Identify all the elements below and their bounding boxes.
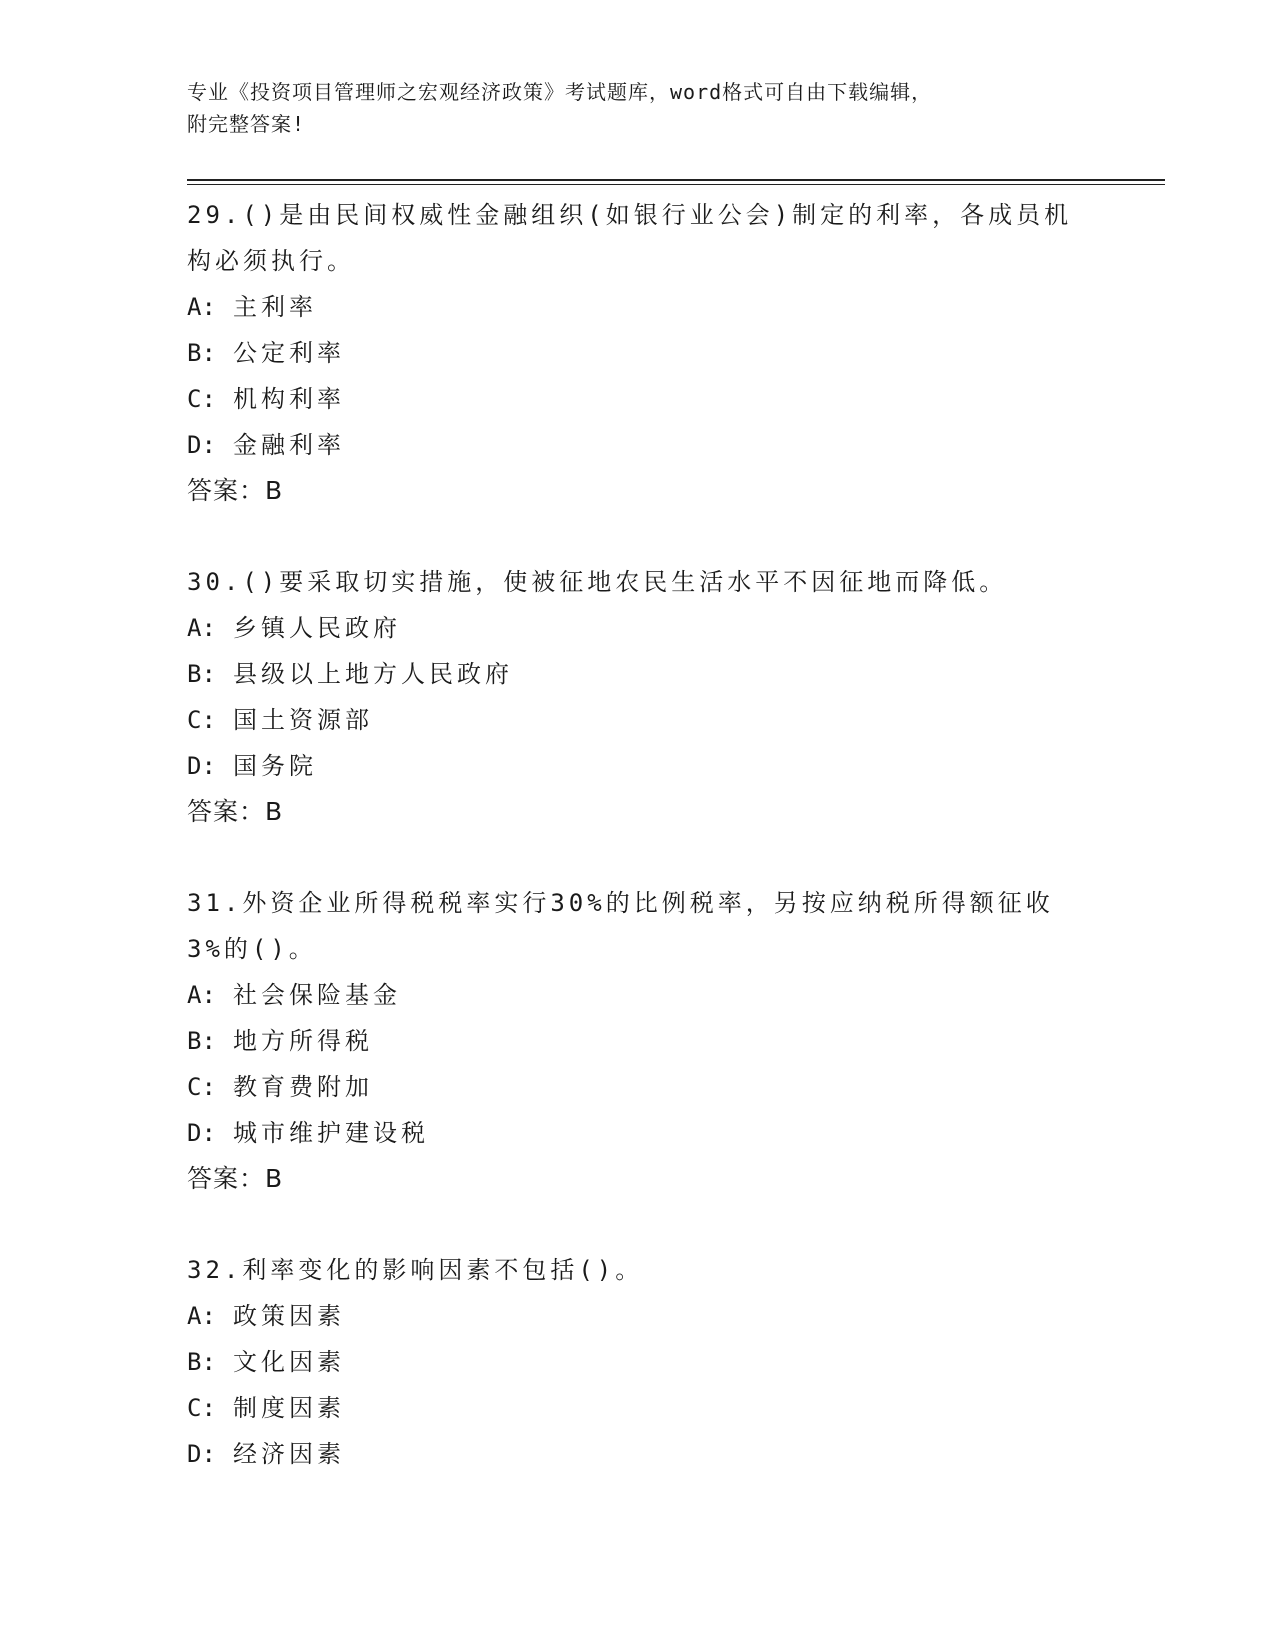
option-label: A: xyxy=(187,981,216,1009)
question-stem: 30.()要采取切实措施，使被征地农民生活水平不因征地而降低。 xyxy=(187,568,1008,596)
option-text: 制度因素 xyxy=(233,1394,345,1422)
option-text: 金融利率 xyxy=(233,431,345,459)
option-label: B: xyxy=(187,1027,216,1055)
option-text: 国务院 xyxy=(233,752,317,780)
option-text: 政策因素 xyxy=(233,1302,345,1330)
option-label: D: xyxy=(187,1440,216,1468)
question-list xyxy=(187,192,1087,1477)
question-stem-continued: 3%的()。 xyxy=(187,935,317,963)
option-c xyxy=(187,376,1087,422)
option-label: C: xyxy=(187,385,216,413)
option-label: C: xyxy=(187,1394,216,1422)
answer-line: 答案：B xyxy=(187,476,284,505)
option-a xyxy=(187,605,1087,651)
question-31 xyxy=(187,880,1087,1202)
option-text: 县级以上地方人民政府 xyxy=(233,660,513,688)
document-header xyxy=(187,76,1087,140)
option-label: A: xyxy=(187,614,216,642)
option-label: D: xyxy=(187,431,216,459)
option-text: 国土资源部 xyxy=(233,706,373,734)
option-a xyxy=(187,284,1087,330)
option-a xyxy=(187,1293,1087,1339)
option-c xyxy=(187,697,1087,743)
option-d xyxy=(187,1110,1087,1156)
header-line-1: 专业《投资项目管理师之宏观经济政策》考试题库，word格式可自由下载编辑， xyxy=(187,80,933,104)
option-text: 城市维护建设税 xyxy=(233,1119,429,1147)
question-stem: 29.()是由民间权威性金融组织(如银行业公会)制定的利率，各成员机 xyxy=(187,201,1073,229)
header-divider-thin xyxy=(187,184,1165,185)
answer-line: 答案：B xyxy=(187,1164,284,1193)
option-text: 乡镇人民政府 xyxy=(233,614,401,642)
question-32 xyxy=(187,1247,1087,1477)
answer-line: 答案：B xyxy=(187,797,284,826)
option-text: 主利率 xyxy=(233,293,317,321)
option-b xyxy=(187,330,1087,376)
option-d xyxy=(187,1431,1087,1477)
question-30 xyxy=(187,559,1087,835)
option-text: 社会保险基金 xyxy=(233,981,401,1009)
option-text: 机构利率 xyxy=(233,385,345,413)
option-text: 教育费附加 xyxy=(233,1073,373,1101)
option-label: D: xyxy=(187,1119,216,1147)
option-label: D: xyxy=(187,752,216,780)
option-label: C: xyxy=(187,1073,216,1101)
option-label: B: xyxy=(187,339,216,367)
option-text: 地方所得税 xyxy=(233,1027,373,1055)
option-c xyxy=(187,1064,1087,1110)
option-label: C: xyxy=(187,706,216,734)
option-b xyxy=(187,1339,1087,1385)
question-stem-continued: 构必须执行。 xyxy=(187,247,355,275)
option-b xyxy=(187,651,1087,697)
option-label: B: xyxy=(187,1348,216,1376)
option-label: B: xyxy=(187,660,216,688)
option-text: 公定利率 xyxy=(233,339,345,367)
option-text: 文化因素 xyxy=(233,1348,345,1376)
header-divider-thick xyxy=(187,179,1165,181)
option-d xyxy=(187,422,1087,468)
question-29 xyxy=(187,192,1087,514)
header-line-2: 附完整答案! xyxy=(187,112,306,136)
option-d xyxy=(187,743,1087,789)
option-c xyxy=(187,1385,1087,1431)
option-label: A: xyxy=(187,1302,216,1330)
option-b xyxy=(187,1018,1087,1064)
option-a xyxy=(187,972,1087,1018)
question-stem: 32.利率变化的影响因素不包括()。 xyxy=(187,1256,644,1284)
question-stem: 31.外资企业所得税税率实行30%的比例税率，另按应纳税所得额征收 xyxy=(187,889,1054,917)
option-label: A: xyxy=(187,293,216,321)
option-text: 经济因素 xyxy=(233,1440,345,1468)
